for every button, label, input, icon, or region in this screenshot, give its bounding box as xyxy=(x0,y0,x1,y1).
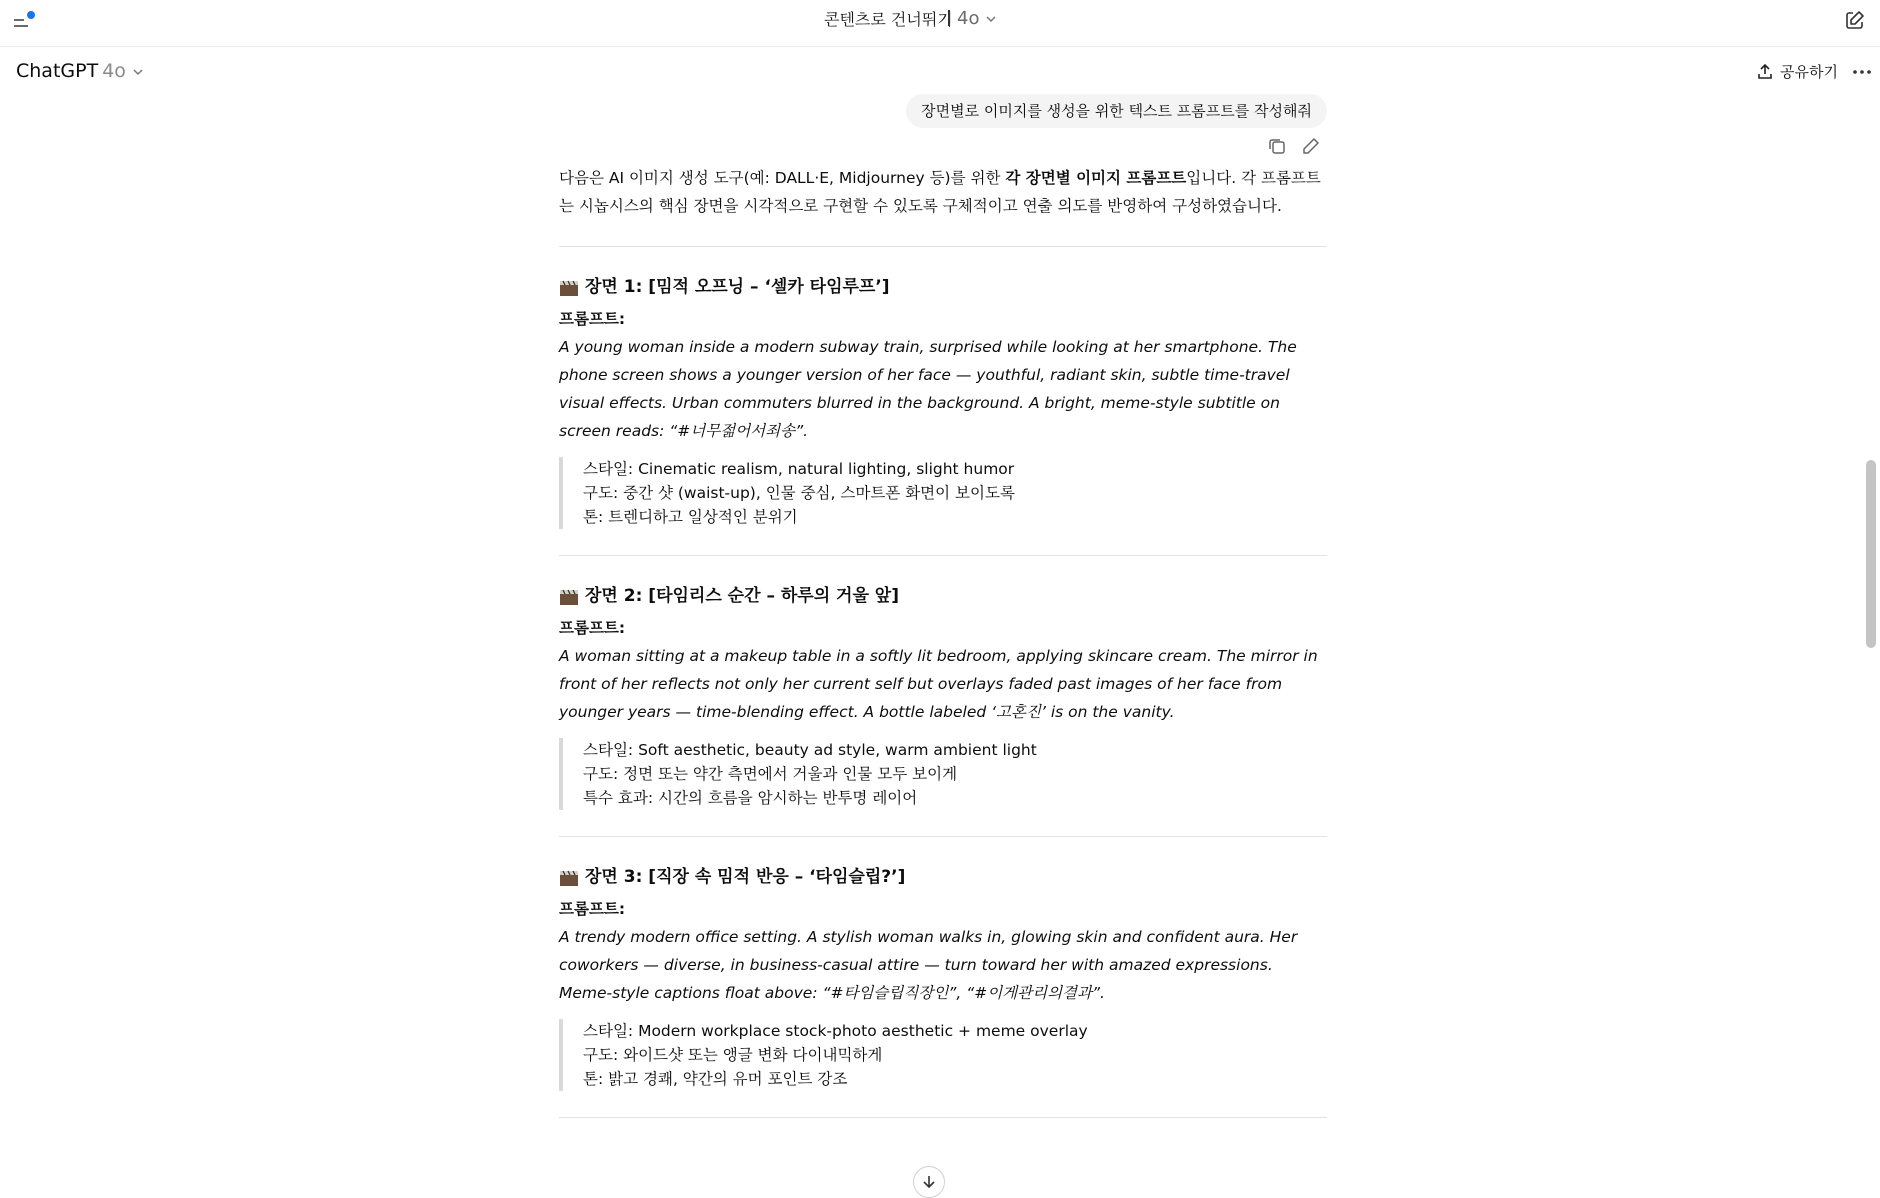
scene-title-text: 장면 2: [타임리스 순간 – 하루의 거울 앞] xyxy=(585,586,900,606)
scene-block xyxy=(559,863,1327,1091)
assistant-message xyxy=(559,164,1327,1118)
scene-title-text: 장면 3: [직장 속 밈적 반응 – ‘타임슬립?’] xyxy=(585,867,906,887)
scene-notes xyxy=(559,457,1327,529)
model-version: 4o xyxy=(102,60,126,82)
note-line: 구도: 중간 샷 (waist-up), 인물 중심, 스마트폰 화면이 보이도록 xyxy=(583,484,1015,502)
note-line: 특수 효과: 시간의 흐름을 암시하는 반투명 레이어 xyxy=(583,789,918,807)
message-actions xyxy=(559,136,1321,156)
note-line: 스타일: Soft aesthetic, beauty ad style, warm ambient light xyxy=(583,741,1037,759)
intro-text-end: 입니다. 각 프롬프트는 시놉시스의 핵심 장면을 시각적으로 구현할 수 있도록 구체적이고 연출 의도를 반영하여 구성하였습니다. xyxy=(559,169,1321,215)
scene-block xyxy=(559,273,1327,529)
clapper-board-icon xyxy=(559,868,579,886)
scene-title xyxy=(559,582,1327,610)
scene-notes xyxy=(559,738,1327,810)
copy-icon[interactable] xyxy=(1267,136,1287,156)
prompt-label: 프롬프트: xyxy=(559,619,626,637)
clapper-board-icon xyxy=(559,278,579,296)
share-label: 공유하기 xyxy=(1780,63,1838,81)
chevron-down-icon xyxy=(132,67,144,77)
prompt-label: 프롬프트: xyxy=(559,900,626,918)
divider xyxy=(559,836,1327,837)
edit-icon[interactable] xyxy=(1301,136,1321,156)
user-message-row xyxy=(559,94,1327,128)
model-hint: 4o xyxy=(957,8,980,29)
scroll-to-bottom-button[interactable] xyxy=(913,1166,945,1198)
intro-text: 다음은 AI 이미지 생성 도구(예: DALL·E, Midjourney 등)를 위한 xyxy=(559,169,1006,187)
intro-bold: 각 장면별 이미지 프롬프트 xyxy=(1005,169,1187,187)
scene-block xyxy=(559,582,1327,810)
divider xyxy=(559,1117,1327,1118)
user-message: 장면별로 이미지를 생성을 위한 텍스트 프롬프트를 작성해줘 xyxy=(906,94,1327,128)
scene-title xyxy=(559,863,1327,891)
share-icon xyxy=(1756,63,1774,81)
text-cursor-icon xyxy=(948,10,953,26)
divider xyxy=(559,555,1327,556)
clapper-board-icon xyxy=(559,587,579,605)
sidebar-toggle-icon[interactable] xyxy=(12,8,40,34)
note-line: 스타일: Modern workplace stock-photo aesthetic + meme overlay xyxy=(583,1022,1088,1040)
prompt-text: A woman sitting at a makeup table in a softly lit bedroom, applying skincare cream. The mirror in front of her reflects not only her current self but overlays faded past images of her face from younger years — time-blending effect. A bottle labeled ‘고혼진’ is on the vanity. xyxy=(559,647,1318,721)
scrollbar[interactable] xyxy=(1866,460,1876,648)
prompt-text: A trendy modern office setting. A stylish woman walks in, glowing skin and confident aura. Her coworkers — diverse, in business-casual attire — turn toward her with amazed expressions. Meme-style captions float above: “#타임슬립직장인”, “#이게관리의결과”. xyxy=(559,928,1298,1002)
new-chat-icon[interactable] xyxy=(1844,9,1868,33)
skip-to-content-link[interactable]: 콘텐츠로 건너뛰기 xyxy=(824,10,953,29)
prompt-text: A young woman inside a modern subway train, surprised while looking at her smartphone. The phone screen shows a younger version of her face — youthful, radiant skin, subtle time-travel visual effects. Urban commuters blurred in the background. A bright, meme-style subtitle on screen reads: “#너무젊어서죄송”. xyxy=(559,338,1297,440)
arrow-down-icon xyxy=(921,1174,937,1190)
intro-paragraph xyxy=(559,164,1327,220)
conversation-header xyxy=(0,52,1880,92)
divider xyxy=(559,246,1327,247)
chevron-down-icon xyxy=(985,14,997,24)
scene-notes xyxy=(559,1019,1327,1091)
scene-title-text: 장면 1: [밈적 오프닝 – ‘셀카 타임루프’] xyxy=(585,277,890,297)
scene-title xyxy=(559,273,1327,301)
note-line: 구도: 정면 또는 약간 측면에서 거울과 인물 모두 보이게 xyxy=(583,765,958,783)
note-line: 톤: 트렌디하고 일상적인 분위기 xyxy=(583,508,798,526)
top-bar xyxy=(0,0,1880,47)
note-line: 톤: 밝고 경쾌, 약간의 유머 포인트 강조 xyxy=(583,1070,848,1088)
model-selector-mini[interactable] xyxy=(948,8,997,29)
app-name: ChatGPT xyxy=(16,60,99,82)
note-line: 스타일: Cinematic realism, natural lighting, slight humor xyxy=(583,460,1015,478)
more-options-icon[interactable] xyxy=(1850,60,1874,84)
model-switcher[interactable] xyxy=(16,60,144,82)
conversation xyxy=(559,94,1327,1144)
note-line: 구도: 와이드샷 또는 앵글 변화 다이내믹하게 xyxy=(583,1046,883,1064)
share-button[interactable] xyxy=(1756,61,1838,82)
prompt-label: 프롬프트: xyxy=(559,310,626,328)
